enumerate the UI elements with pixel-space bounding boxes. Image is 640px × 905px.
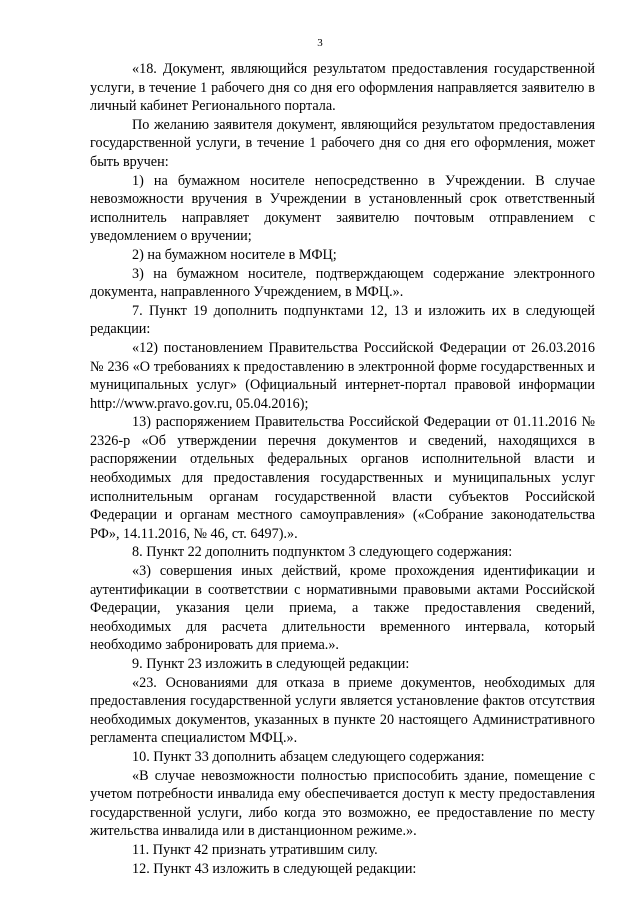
paragraph-amendment-10: 10. Пункт 33 дополнить абзацем следующего содержания:: [132, 748, 485, 765]
paragraph-amendment-7: 7. Пункт 19 дополнить подпунктами 12, 13 и изложить их в следующей редакции:: [90, 302, 595, 338]
paragraph-option-1: 1) на бумажном носителе непосредственно в Учреждении. В случае невозможности вручения в Учреждении в установленный срок ответственный исполнитель направляет документ заявителю почтовым отправлением с уведомлением о вручении;: [90, 172, 595, 245]
paragraph-option-3: 3) на бумажном носителе, подтверждающем содержание электронного документа, направленного Учреждением, в МФЦ.».: [90, 265, 595, 301]
paragraph-amendment-11: 11. Пункт 42 признать утратившим силу.: [132, 841, 378, 858]
paragraph-item-18-intro: «18. Документ, являющийся результатом предоставления государственной услуги, в течение 1 рабочего дня со дня его оформления направляется заявителю в личный кабинет Регионального портала.: [90, 61, 595, 115]
paragraph-subitem-3: «3) совершения иных действий, кроме прохождения идентификации и аутентификации в соответствии с нормативными правовыми актами Российской Федерации, указания цели приема, а также предоставления сведений, необходимых для расчета длительности временного интервала, который необходимо забронировать для приема.».: [90, 563, 595, 654]
paragraph-delivery-options: По желанию заявителя документ, являющийся результатом предоставления государственной услуги, в течение 1 рабочего дня со дня его оформления, может быть вручен:: [90, 116, 595, 170]
paragraph-option-2: 2) на бумажном носителе в МФЦ;: [132, 246, 337, 263]
paragraph-amendment-12: 12. Пункт 43 изложить в следующей редакции:: [132, 860, 417, 877]
paragraph-item-23: «23. Основаниями для отказа в приеме документов, необходимых для предоставления государственной услуги является установление фактов отсутствия необходимых документов, указанных в пункте 20 настоящего Административного регламента специалистом МФЦ.».: [90, 674, 595, 747]
paragraph-subitem-12: «12) постановлением Правительства Российской Федерации от 26.03.2016 № 236 «О требованиях к предоставлению в электронной форме государственных и муниципальных услуг» (Официальный интернет-портал правовой информации http://www.pravo.gov.ru, 05.04.2016);: [90, 339, 595, 412]
document-body: [90, 60, 595, 878]
paragraph-amendment-9: 9. Пункт 23 изложить в следующей редакции:: [132, 656, 410, 672]
paragraph-subitem-13: 13) распоряжением Правительства Российской Федерации от 01.11.2016 № 2326-р «Об утверждении перечня документов и сведений, находящихся в распоряжении отдельных федеральных органов исполнительной власти и необходимых для предоставления государственных и муниципальных услуг исполнительным органам государственной власти субъектов Российской Федерации и органам местного самоуправления» («Собрание законодательства РФ», 14.11.2016, № 46, ст. 6497).».: [90, 414, 595, 542]
paragraph-accessibility: «В случае невозможности полностью приспособить здание, помещение с учетом потребности инвалида ему обеспечивается доступ к месту предоставления государственной услуги, либо когда это возможно, ее предоставление по месту жительства инвалида или в дистанционном режиме.».: [90, 767, 595, 840]
paragraph-amendment-8: 8. Пункт 22 дополнить подпунктом 3 следующего содержания:: [132, 544, 513, 561]
page-number: 3: [317, 37, 323, 49]
